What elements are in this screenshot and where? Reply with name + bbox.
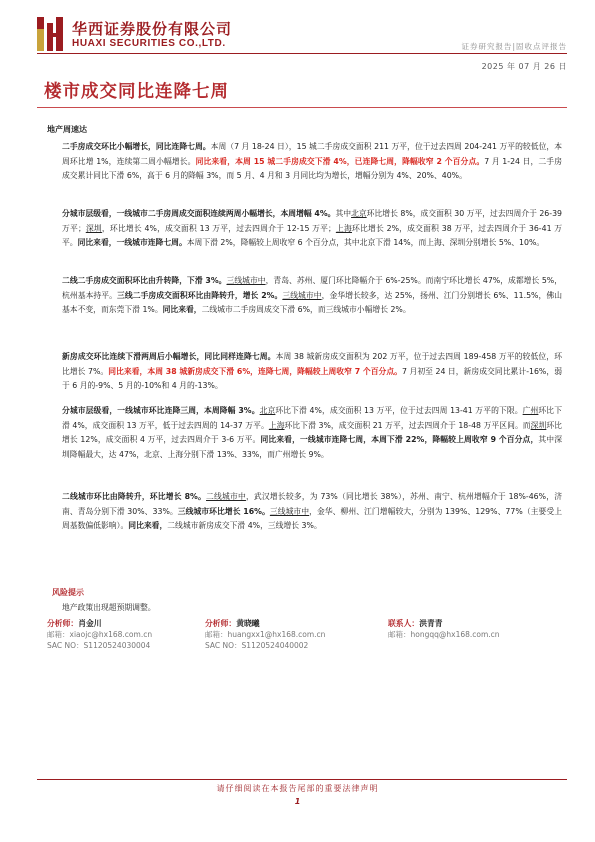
- analyst-sac-no: SAC NO：S1120524040002: [205, 641, 309, 650]
- body-text: 环比下滑 4%，成交面积 13 万平，位于过去四周 13-41 万平的下限。: [275, 406, 523, 415]
- company-name-en: HUAXI SECURITIES CO.,LTD.: [72, 38, 226, 49]
- lead-sentence: 二线城市环比由降转升，环比增长 8%。: [62, 492, 207, 501]
- analyst-name: 肖金川: [78, 619, 102, 628]
- highlight-text: 同比来看，本周 15 城二手房成交下滑 4%，已连降七周，降幅收窄 2 个百分点。: [195, 156, 485, 166]
- highlight-text: 同比来看，本周 38 城新房成交下滑 6%，连降七周，降幅较上周收窄 7 个百分点。: [108, 366, 403, 376]
- analyst-card-1: [47, 618, 152, 651]
- bold-sentence: 同比来看，: [162, 305, 202, 315]
- section-heading: 地产周速达: [47, 125, 87, 134]
- analyst-sac-no: SAC NO：S1120524030004: [47, 641, 151, 650]
- page-number: 1: [294, 797, 301, 806]
- city-link-shenzhen: 深圳: [530, 420, 547, 430]
- body-text: ，环比增长 4%，成交面积 13 万平，过去四周介于 12-15 万平；: [101, 223, 336, 233]
- report-date: 2025 年 07 月 26 日: [481, 62, 567, 71]
- body-text: 本周下滑 2%，降幅较上周收窄 6 个百分点，其中北京下滑 14%，而上海、深圳分别增长 5%、10%。: [186, 238, 545, 248]
- risk-text: 地产政策出现超预期调整。: [62, 603, 156, 612]
- body-text: 环比下滑 3%，成交面积 21 万平，过去四周介于 18-48 万平区间。而: [284, 420, 531, 430]
- lead-sentence: 分城市层级看，一线城市二手房周成交面积连续两周小幅增长，本周增幅 4%。: [62, 209, 336, 218]
- lead-sentence: 二线二手房成交面积环比由升转降，下滑 3%。: [62, 276, 227, 285]
- underlined-term: 三线城市中: [269, 506, 310, 516]
- legal-disclaimer-note: 请仔细阅读在本报告尾部的重要法律声明: [216, 784, 379, 793]
- report-type-tag: 证券研究报告|固收点评报告: [461, 42, 567, 51]
- footer-divider: [37, 779, 567, 780]
- lead-sentence: 分城市层级看，一线城市环比连降三周，本周降幅 3%。: [62, 406, 260, 415]
- bold-sentence: 同比来看，一线城市连降七周。: [77, 238, 187, 248]
- city-link-shanghai: 上海: [268, 420, 285, 430]
- bold-sentence: 三线二手房成交面积环比由降转升，增长 2%。: [117, 290, 283, 300]
- lead-sentence: 新房成交环比连续下滑两周后小幅增长，同比同样连降七周。: [62, 352, 276, 361]
- contact-email[interactable]: 邮箱：hongqq@hx168.com.cn: [388, 630, 500, 639]
- body-text: 环比增长 8%，成交面积 30 万平，过去四周介于 26-39 万平；: [62, 209, 563, 233]
- contact-role: 联系人：: [388, 619, 420, 628]
- paragraph-secondhand-tier1: [62, 207, 562, 251]
- risk-heading: 风险提示: [52, 588, 84, 597]
- underlined-term: 三线城市中: [226, 276, 266, 285]
- analyst-email[interactable]: 邮箱：xiaojc@hx168.com.cn: [47, 630, 153, 639]
- body-text: 环比增长 2%，成交面积 38 万平，过去四周介于 36-41 万平。: [62, 223, 562, 248]
- city-link-beijing: 北京: [259, 406, 276, 415]
- paragraph-secondhand-tier2-3: [62, 274, 562, 318]
- body-text: 环比增长 12%，成交面积 4 万平，过去四周介于 3-6 万平。: [62, 420, 562, 445]
- body-text: 7 月初至 24 日，新房成交同比累计-16%，弱于 6 月的-9%、5 月的-10%和 4 月的-13%。: [62, 366, 562, 391]
- body-text: 二线城市二手房周成交下滑 6%，而三线城市小幅增长 2%。: [201, 305, 411, 315]
- analyst-role: 分析师：: [205, 619, 237, 628]
- contact-card: [388, 618, 500, 640]
- paragraph-newhome-tier1: [62, 404, 562, 462]
- body-text: ，武汉增长较多，为 73%（同比增长 38%），苏州、南宁、杭州增幅介于 18%-46%，济南、青岛分别下滑 30%、33%。: [62, 492, 563, 516]
- paragraph-secondhand-overview: [62, 140, 562, 184]
- body-text: 7 月 1-24 日，二手房成交累计同比下滑 6%，高于 6 月的降幅 3%，而 5 月、4 月和 3 月同比均为增长，增幅分别为 4%、20%、40%。: [62, 156, 562, 181]
- body-text: ，金华、柳州、江门增幅较大，分别为 139%、129%、77%（主要受上周基数偏低影响）。: [62, 506, 563, 531]
- underlined-term: 二线城市中: [206, 492, 246, 501]
- body-text: ，金华增长较多，达 25%，扬州、江门分别增长 6%、11.5%，佛山基本不变，而东莞下滑 1%。: [62, 290, 563, 315]
- paragraph-newhome-tier2-3: [62, 490, 562, 534]
- city-link-guangzhou: 广州: [522, 406, 539, 415]
- analyst-card-2: [205, 618, 325, 651]
- analyst-role: 分析师：: [47, 619, 79, 628]
- body-text: 环比下滑 4%，成交面积 13 万平，低于过去四周的 14-37 万平。: [62, 406, 562, 430]
- body-text: 二线城市新房成交下滑 4%，三线增长 3%。: [167, 521, 322, 531]
- report-title: 楼市成交同比连降七周: [44, 82, 229, 102]
- bold-sentence: 同比来看，: [128, 521, 168, 531]
- body-text: ，青岛、苏州、厦门环比降幅介于 6%-25%。而南宁环比增长 47%，成都增长 5%，杭州基本持平。: [62, 276, 563, 300]
- underlined-term: 三线城市中: [282, 290, 322, 300]
- city-link-beijing: 北京: [351, 209, 367, 218]
- company-name-cn: 华西证券股份有限公司: [72, 20, 233, 38]
- body-text: 本周 38 城新房成交面积为 202 万平，位于过去四周 189-458 万平的较低位，环比增长 7%。: [62, 352, 563, 376]
- body-text: 其中深圳降幅最大，达 47%，北京、上海分别下滑 13%、33%，而广州增长 9%。: [62, 435, 563, 459]
- huaxi-logo-icon: [37, 17, 63, 51]
- bold-sentence: 同比来看，一线城市连降七周，本周下滑 22%，降幅较上周收窄 9 个百分点，: [260, 435, 539, 445]
- city-link-shanghai: 上海: [335, 223, 353, 233]
- bold-sentence: 三线城市环比增长 16%。: [177, 506, 270, 516]
- body-text: 其中: [335, 209, 352, 218]
- lead-sentence: 二手房成交环比小幅增长，同比连降七周。: [62, 142, 211, 151]
- contact-name: 洪青青: [419, 619, 443, 628]
- paragraph-newhome-overview: [62, 350, 562, 394]
- analyst-email[interactable]: 邮箱：huangxx1@hx168.com.cn: [205, 630, 326, 639]
- city-link-shenzhen: 深圳: [85, 223, 102, 233]
- header-divider: [37, 53, 567, 54]
- body-text: 本周（7 月 18-24 日），15 城二手房成交面积 211 万平，位于过去四周 204-241 万平的较低位，本周环比增 1%，连续第二周小幅增长。: [62, 142, 563, 166]
- title-divider: [37, 107, 567, 108]
- analyst-name: 黄晓曦: [236, 619, 260, 628]
